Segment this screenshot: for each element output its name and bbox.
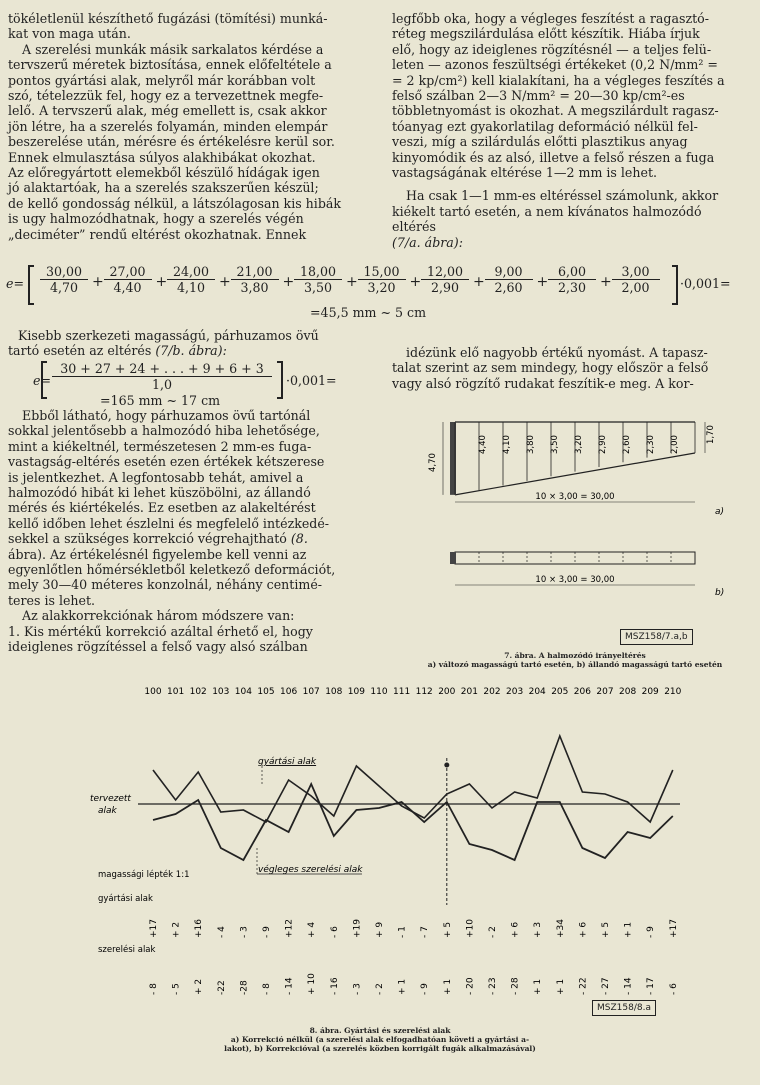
- dim-label: 2,60: [622, 435, 632, 454]
- plus-sign: +: [536, 274, 549, 290]
- station-label: 202: [483, 687, 501, 697]
- plus-sign: +: [92, 274, 104, 290]
- text-line: mely 30—40 méteres konzolnál, néhány centimé-: [8, 577, 323, 593]
- station-label: 207: [596, 687, 614, 697]
- gyartasi-value: +10: [465, 919, 476, 938]
- station-label: 104: [234, 687, 252, 697]
- station-label: 103: [212, 687, 230, 697]
- fig-ref-7a: (7/a. ábra):: [392, 234, 463, 250]
- eq1-numerator: 18,00: [294, 264, 342, 280]
- plus-sign: +: [219, 274, 231, 290]
- left-column-top: [8, 11, 365, 242]
- gyartasi-value: + 6: [510, 921, 521, 938]
- dim-label: 4,10: [502, 435, 512, 454]
- gyartasi-value: + 2: [171, 921, 182, 938]
- szerelesi-value: - 9: [420, 983, 431, 995]
- szerelesi-value: - 2: [375, 983, 385, 995]
- text-line: idézünk elő nagyobb értékű nyomást. A tapasz-: [406, 345, 708, 360]
- eq2-numerator: 30 + 27 + 24 + . . . + 9 + 6 + 3: [52, 361, 272, 377]
- gyartasi-value: + 1: [623, 921, 634, 938]
- szerelesi-value: - 23: [488, 977, 498, 995]
- gyartasi-value: + 4: [307, 921, 318, 938]
- fig8-caption-line2: lakot), b) Korrekcióval (a szerelés közben korrigált fugák alkalmazásával): [224, 1044, 536, 1053]
- eq1-denominator: 3,50: [303, 280, 333, 295]
- szerelesi-value: - 27: [601, 977, 611, 995]
- station-label: 209: [641, 687, 659, 697]
- label-gy-row: gyártási alak: [98, 894, 153, 904]
- text-line: elő, hogy az ideiglenes rögzítésnél — a teljes felü-: [392, 41, 712, 57]
- fig-ref-8: (8.: [290, 531, 308, 547]
- text-line: Ha csak 1—1 mm-es eltéréssel számolunk, akkor: [406, 188, 719, 204]
- szerelesi-value: + 1: [442, 978, 453, 995]
- text-line: Az alakkorrekciónak három módszere van:: [22, 608, 295, 624]
- eq1-fraction: [167, 264, 215, 295]
- text-line: de kellő gondosság nélkül, a látszólagosan kis hibák: [8, 195, 342, 211]
- span-label: 10 × 3,00 = 30,00: [535, 492, 615, 502]
- gyartasi-series: [153, 736, 673, 822]
- label-gyartasi: gyártási alak: [258, 757, 317, 767]
- text-line: beszerelése után, mérésre és értékelésre kerül sor.: [8, 134, 335, 150]
- szerelesi-value: - 3: [352, 983, 363, 995]
- text-line: vastagságának eltérése 1—2 mm is lehet.: [392, 165, 658, 181]
- eq1-numerator: 15,00: [358, 264, 406, 280]
- label-tervezett: tervezett: [90, 794, 131, 804]
- fig8-caption-line1: a) Korrekció nélkül (a szerelési alak elfogadhatóan követi a gyártási a-: [230, 1035, 530, 1044]
- text-line: felső szálban 2—3 N/mm² = 20—30 kp/cm²-es: [392, 88, 685, 104]
- label-b: b): [715, 588, 725, 598]
- text-line: legfőbb oka, hogy a végleges feszítést a ragasztó-: [392, 11, 710, 26]
- text-line: ábra). Az értékelésnél figyelembe kell venni az: [8, 546, 307, 562]
- figure-7b-parallel-girder: [450, 552, 724, 598]
- eq1-fraction: [231, 264, 279, 295]
- label-sz-row: szerelési alak: [98, 945, 156, 955]
- station-label: 210: [664, 687, 682, 697]
- gyartasi-value: - 6: [329, 926, 340, 938]
- text-line: is ugy halmozódhatnak, hogy a szerelés végén: [8, 211, 304, 227]
- eq1-fraction: [358, 264, 406, 295]
- gyartasi-value: +17: [668, 919, 679, 938]
- plus-sign: +: [409, 274, 422, 290]
- fig8-code: MSZ158/8.a: [592, 1000, 656, 1016]
- station-label: 208: [619, 687, 637, 697]
- text-line: vastagság-eltérés esetén ezen értékek kétszerese: [8, 454, 325, 470]
- text-line: is jelentkezhet. A legfontosabb tehát, amivel a: [8, 469, 304, 485]
- text-line: 1. Kis mértékű korrekció azáltal érhető el, hogy: [8, 623, 313, 639]
- szerelesi-value: + 1: [397, 978, 408, 995]
- szerelesi-value: -22: [216, 980, 227, 995]
- eq1-fraction: [421, 264, 469, 295]
- eq2-tail: ·0,001=: [286, 373, 337, 388]
- text-line: kat von maga után.: [8, 26, 131, 42]
- text-line: tervszerű méretek biztosítása, ennek előfeltétele a: [8, 57, 332, 73]
- label-alak: alak: [98, 806, 117, 816]
- eq1-numerator: 3,00: [612, 264, 660, 280]
- szerelesi-value: - 16: [329, 977, 340, 995]
- fig8-caption-title: 8. ábra. Gyártási és szerelési alak: [309, 1026, 451, 1035]
- text-line: halmozódó hibát ki lehet küszöbölni, az állandó: [8, 485, 311, 501]
- eq2-fraction: [52, 361, 272, 392]
- text-line: talat szerint az sem mindegy, hogy először a felső: [392, 360, 709, 376]
- szerelesi-series: [153, 784, 673, 860]
- eq1-numerator: 21,00: [231, 264, 279, 280]
- station-label: 205: [551, 687, 569, 697]
- eq1-denominator: 4,40: [113, 280, 142, 295]
- szerelesi-value: - 8: [149, 983, 159, 995]
- text-line: leten — azonos feszültségi értékeket (0,2 N/mm² =: [392, 57, 718, 73]
- eq2-denominator: 1,0: [151, 377, 173, 392]
- dim-right: 1,70: [706, 425, 716, 444]
- gyartasi-value: - 9: [262, 926, 272, 938]
- plus-sign: +: [155, 274, 168, 290]
- fig7-caption: [395, 651, 755, 669]
- station-label: 203: [506, 687, 524, 697]
- plus-sign: +: [282, 274, 295, 290]
- szerelesi-value: + 1: [555, 978, 566, 995]
- eq1-denominator: 2,00: [621, 280, 650, 295]
- szerelesi-value: + 2: [194, 978, 205, 995]
- text-line: jó alaktartóak, ha a szerelés szakszerűen készül;: [8, 180, 319, 196]
- gyartasi-value: +16: [194, 919, 205, 938]
- eq1-numerator: 12,00: [421, 264, 469, 280]
- station-label: 106: [280, 687, 298, 697]
- eq1-numerator: 6,00: [548, 264, 596, 280]
- text-line: Kisebb szerkezeti magasságú, párhuzamos övű: [18, 328, 319, 343]
- eq1-fraction: [104, 264, 152, 295]
- station-label: 100: [144, 687, 162, 697]
- eq1-numerator: 24,00: [167, 264, 215, 280]
- gyartasi-value: + 9: [375, 921, 385, 938]
- text-line: vagy alsó rögzítő rudakat feszítik-e meg. A kor-: [392, 375, 694, 391]
- text-line: teres is lehet.: [8, 592, 96, 608]
- label-vegleges: végleges szerelési alak: [258, 865, 363, 875]
- figure-7: [395, 400, 755, 660]
- text-line: eltérés (7/a. ábra):: [392, 219, 754, 250]
- szerelesi-value: -28: [239, 980, 250, 995]
- dim-label: 2,90: [598, 435, 608, 454]
- szerelesi-value: - 14: [623, 977, 634, 995]
- eq1-denominator: 4,70: [49, 280, 79, 295]
- station-label: 112: [415, 687, 433, 697]
- text-line: szó, tételezzük fel, hogy ez a tervezettnek megfe-: [8, 88, 324, 104]
- figure-7a-tapered-girder: [428, 422, 724, 517]
- left-column-mid: [8, 328, 365, 359]
- station-label: 102: [189, 687, 207, 697]
- eq1-fraction: [612, 264, 660, 295]
- station-label: 204: [528, 687, 546, 697]
- szerelesi-value: - 14: [284, 977, 295, 995]
- eq2-lhs: e=: [33, 373, 52, 388]
- station-label: 201: [460, 687, 478, 697]
- station-label: 110: [370, 687, 388, 697]
- szerelesi-value: - 22: [578, 977, 589, 995]
- gyartasi-value: - 9: [646, 926, 657, 938]
- station-label: 206: [573, 687, 591, 697]
- szerelesi-value: - 17: [646, 977, 657, 995]
- szerelesi-value: - 6: [668, 983, 679, 995]
- text-line: A szerelési munkák másik sarkalatos kérdése a: [22, 41, 324, 57]
- dim-label: 2,30: [646, 435, 656, 454]
- text-line: „deciméter” rendű eltérést okozhatnak. Ennek: [8, 226, 307, 242]
- text-line: többletnyomást is okozhat. A megszilárdult ragasz-: [392, 103, 719, 119]
- dim-label: 3,50: [550, 435, 560, 454]
- text-line: Az előregyártott elemekből készülő hídágak igen: [8, 165, 320, 181]
- dim-label: 3,20: [574, 435, 584, 454]
- eq1-denominator: 4,10: [176, 280, 206, 295]
- text-line: lelő. A tervszerű alak, még emellett is, csak akkor: [8, 103, 327, 119]
- label-a: a): [715, 507, 725, 517]
- text-line: tökéletlenül készíthető fugázási (tömítési) munká-: [8, 11, 328, 26]
- label-magassagi: magassági lépték 1:1: [98, 870, 190, 880]
- left-column-bottom: [8, 408, 365, 655]
- szerelesi-value: - 28: [510, 977, 521, 995]
- text-line: tóanyag ezt gyakorlatilag deformáció nélkül fel-: [392, 118, 698, 134]
- gyartasi-value: +17: [149, 919, 159, 938]
- eq1-denominator: 2,90: [430, 280, 460, 295]
- fig8-caption: [150, 1026, 610, 1053]
- eq1-tail: ·0,001=: [680, 276, 731, 291]
- station-label: 109: [347, 687, 365, 697]
- text-line: ideiglenes rögzítéssel a felső vagy alsó szálban: [8, 639, 308, 655]
- gyartasi-value: - 3: [239, 926, 250, 938]
- text-line: mint a kiékeltnél, természetesen 2 mm-es fuga-: [8, 438, 312, 454]
- eq1-numerator: 27,00: [104, 264, 152, 280]
- gyartasi-value: - 4: [216, 926, 227, 938]
- text-line: kellő időben lehet észlelni és megfelelő intézkedé-: [8, 515, 330, 531]
- plus-sign: +: [600, 274, 612, 290]
- eq1-denominator: 3,80: [240, 280, 269, 295]
- right-column-top: [392, 11, 754, 250]
- eq1-fraction: [40, 264, 88, 295]
- text-line: veszi, míg a szilárdulás előtti plasztikus anyag: [392, 134, 688, 150]
- gyartasi-value: - 2: [488, 926, 498, 938]
- szerelesi-value: - 20: [465, 977, 476, 995]
- text-line: mérés és kiértékelés. Ez esetben az alakeltérést: [8, 500, 316, 516]
- station-label: 105: [257, 687, 275, 697]
- fig-ref-7b: (7/b. ábra):: [155, 343, 227, 359]
- eq1-numerator: 9,00: [485, 264, 533, 280]
- eq1-denominator: 3,20: [367, 280, 396, 295]
- gyartasi-value: + 6: [578, 921, 589, 938]
- station-label: 107: [302, 687, 320, 697]
- girder-support: [450, 552, 456, 564]
- eq1-result: =45,5 mm ~ 5 cm: [310, 305, 427, 320]
- dim-label: 4,40: [478, 435, 488, 454]
- fig7-code: MSZ158/7.a,b: [620, 629, 693, 645]
- text-line: = 2 kp/cm²) kell kialakítani, ha a végleges feszítés a: [392, 72, 725, 88]
- szerelesi-value: + 1: [533, 978, 544, 995]
- dim-left: 4,70: [428, 453, 438, 472]
- text-line: jön létre, ha a szerelés folyamán, minden elempár: [8, 118, 328, 134]
- gyartasi-value: + 5: [601, 921, 611, 938]
- eq1-fraction: [485, 264, 533, 295]
- eq1-fraction: [548, 264, 596, 295]
- dim-label: 2,00: [670, 435, 680, 454]
- text-line: tartó esetén az eltérés (7/b. ábra):: [8, 343, 227, 359]
- text-line: kinyomódik és az alsó, illetve a felső részen a fuga: [392, 149, 715, 165]
- text-line: Ebből látható, hogy párhuzamos övű tartónál: [22, 408, 311, 423]
- gyartasi-value: +12: [284, 919, 295, 938]
- gyartasi-value: +34: [555, 919, 566, 938]
- fig7-caption-title: 7. ábra. A halmozódó irányeltérés: [504, 651, 646, 660]
- text-line: sekkel a szükséges korrekció végrehajtható (8.: [8, 531, 308, 547]
- gyartasi-value: +19: [352, 919, 363, 938]
- right-column-mid: [392, 345, 754, 391]
- eq1-denominator: 2,30: [557, 280, 587, 295]
- szerelesi-value: - 5: [171, 983, 182, 995]
- gyartasi-value: + 5: [442, 921, 453, 938]
- gyartasi-value: - 7: [420, 926, 431, 938]
- text-line: Ennek elmulasztása súlyos alakhibákat okozhat.: [8, 149, 316, 165]
- text-line: kiékelt tartó esetén, a nem kívánatos halmozódó: [392, 203, 702, 219]
- station-label: 200: [438, 687, 456, 697]
- text-line: pontos gyártási alak, melyről már korábban volt: [8, 72, 316, 88]
- station-label: 108: [325, 687, 343, 697]
- eq2-result: =165 mm ~ 17 cm: [100, 393, 221, 408]
- plus-sign: +: [346, 274, 358, 290]
- span-label: 10 × 3,00 = 30,00: [535, 575, 615, 585]
- figure-8: [0, 680, 760, 1040]
- dim-label: 3,80: [526, 435, 536, 454]
- eq1-lhs: e=: [6, 276, 25, 291]
- eq1-denominator: 2,60: [494, 280, 523, 295]
- gyartasi-value: - 1: [397, 926, 408, 938]
- text-line: egyenlőtlen hőmérsékletből keletkező deformációt,: [8, 562, 336, 578]
- szerelesi-value: + 10: [307, 973, 318, 995]
- station-label: 111: [393, 687, 411, 697]
- fig7-caption-sub: a) változó magasságú tartó esetén, b) állandó magasságú tartó esetén: [427, 660, 723, 669]
- plus-sign: +: [473, 274, 485, 290]
- eq1-numerator: 30,00: [40, 264, 88, 280]
- szerelesi-value: - 8: [262, 983, 272, 995]
- station-label: 101: [167, 687, 185, 697]
- text-line: réteg megszilárdulása előtt készítik. Hiába írjuk: [392, 26, 700, 42]
- eq1-fraction: [294, 264, 342, 295]
- text-line: sokkal jelentősebb a halmozódó hiba lehetősége,: [8, 423, 320, 439]
- gyartasi-value: + 3: [533, 921, 544, 938]
